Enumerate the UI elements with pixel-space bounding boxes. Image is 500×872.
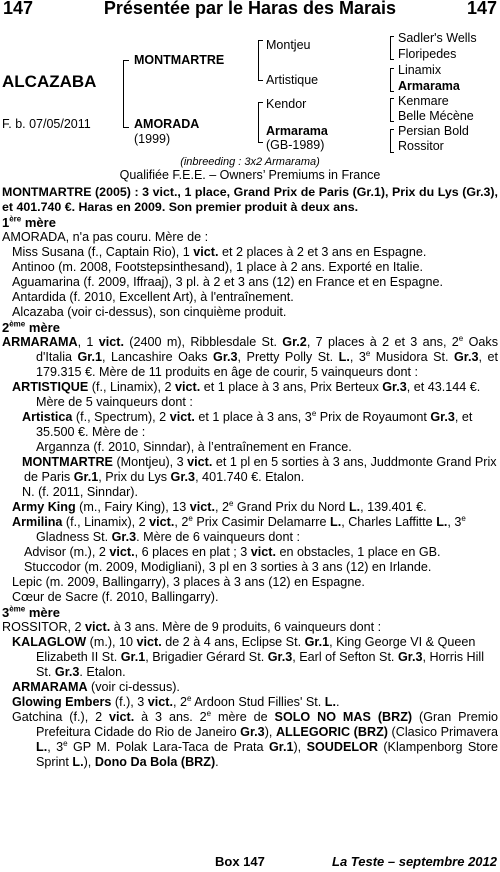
armarama-entry: ARMARAMA, 1 vict. (2400 m), Ribblesdale St. Gr.2, 7 places à 2 et 3 ans, 2e Oaks d'Italia Gr.1, Lancashire Oaks Gr.3, Pretty Polly St. L., 3e Musidora St. Gr.3, et 179.315 €. Mère de 11 produits en âge de courir, 5 vainqueurs dont : (2, 333, 498, 379)
argannza-entry: Argannza (f. 2010, Sinndar), à l’entraînement en France. (36, 440, 352, 454)
g3-6: Belle Mécène (398, 109, 474, 123)
artistica-entry: Artistica (f., Spectrum), 2 vict. et 1 place à 3 ans, 3e Prix de Royaumont Gr.3, et 35.500 €. Mère de : (22, 408, 473, 439)
advisor-entry: Advisor (m.), 2 vict., 6 places en plat ; 3 vict. en obstacles, 1 place en GB. (24, 545, 441, 559)
sire-paragraph: MONTMARTRE (2005) : 3 vict., 1 place, Grand Prix de Paris (Gr.1), Prix du Lys (Gr.3), et 401.740 €. Haras en 2009. Son premier produit à deux ans. (2, 185, 498, 214)
catalogue-body (2, 185, 498, 770)
artistique-entry: ARTISTIQUE (f., Linamix), 2 vict. et 1 place à 3 ans, Prix Berteux Gr.3, et 43.144 €. Mère de 5 vainqueurs dont : (12, 380, 481, 409)
inbreeding-note: (inbreeding : 3x2 Armarama) (180, 156, 320, 168)
first-dam-intro: AMORADA, n'a pas couru. Mère de : (2, 230, 209, 244)
page-header (0, 0, 500, 20)
sire-sire: Montjeu (266, 38, 311, 52)
header-title: Présentée par le Haras des Marais (103, 0, 397, 18)
sire-dam: Artistique (266, 73, 319, 87)
rossitor-entry: ROSSITOR, 2 vict. à 3 ans. Mère de 9 produits, 6 vainqueurs dont : (2, 620, 382, 634)
first-dam-heading: 1ère mère (2, 214, 56, 230)
n2011-entry: N. (f. 2011, Sinndar). (22, 485, 138, 499)
g3-3: Linamix (398, 63, 442, 77)
produce-2: Antinoo (m. 2008, Footstepsinthesand), 1 place à 2 ans. Exporté en Italie. (12, 260, 423, 274)
box-number: Box 147 (215, 854, 265, 869)
produce-4: Antardida (f. 2010, Excellent Art), à l'entraînement. (12, 290, 294, 304)
glowing-embers-entry: Glowing Embers (f.), 3 vict., 2e Ardoon Stud Fillies' St. L.. (12, 693, 340, 709)
gatchina-entry: Gatchina (f.), 2 vict. à 3 ans. 2e mère de SOLO NO MAS (BRZ) (Gran Premio Prefeitura Cidade do Rio de Janeiro Gr.3), ALLEGORIC (BRZ) (Clasico Primavera L., 3e GP M. Polak Lara-Taca de Prata Gr.1), SOUDELOR (Klampenborg Store Sprint L.), Dono Da Bola (BRZ). (12, 708, 499, 769)
horse-name: ALCAZABA (2, 72, 97, 91)
g3-5: Kenmare (398, 94, 449, 108)
g3-1: Sadler's Wells (398, 31, 477, 45)
g3-8: Rossitor (398, 139, 444, 153)
produce-3: Aguamarina (f. 2009, Iffraaj), 3 pl. à 2 et 3 ans (12) en France et en Espagne. (12, 275, 444, 289)
army-king-entry: Army King (m., Fairy King), 13 vict., 2e Grand Prix du Nord L., 139.401 €. (12, 498, 427, 514)
dam-dam: Armarama (266, 124, 328, 138)
g3-2: Floripedes (398, 47, 457, 61)
dam-name: AMORADA (134, 117, 200, 131)
stuccodor-entry: Stuccodor (m. 2009, Modigliani), 3 pl en 3 sorties à 3 ans (12) en Irlande. (24, 560, 432, 574)
third-dam-heading: 3ème mère (2, 604, 60, 620)
sale-info: La Teste – septembre 2012 (332, 854, 497, 869)
kalaglow-entry: KALAGLOW (m.), 10 vict. de 2 à 4 ans, Eclipse St. Gr.1, King George VI & Queen Elizabeth II St. Gr.1, Brigadier Gérard St. Gr.3, Earl of Sefton St. Gr.3, Horris Hill St. Gr.3. Etalon. (12, 635, 485, 679)
dam-year: (1999) (134, 132, 171, 146)
second-dam-heading: 2ème mère (2, 319, 60, 335)
lot-number-left: 147 (3, 0, 34, 18)
horse-info: F. b. 07/05/2011 (2, 117, 91, 131)
coeur-entry: Cœur de Sacre (f. 2010, Ballingarry). (12, 590, 219, 604)
lot-number-right: 147 (466, 0, 497, 18)
lepic-entry: Lepic (m. 2009, Ballingarry), 3 places à 3 ans (12) en Espagne. (12, 575, 365, 589)
armarama-ref: ARMARAMA (voir ci-dessus). (12, 680, 180, 694)
dam-sire: Kendor (266, 97, 307, 111)
armilina-entry: Armilina (f., Linamix), 2 vict., 2e Prix Casimir Delamarre L., Charles Laffitte L., 3e Gladness St. Gr.3. Mère de 6 vainqueurs dont : (12, 513, 466, 544)
produce-1: Miss Susana (f., Captain Rio), 1 vict. et 2 places à 2 et 3 ans en Espagne. (12, 245, 427, 259)
montmartre-entry: MONTMARTRE (Montjeu), 3 vict. et 1 pl en 5 sorties à 3 ans, Juddmonte Grand Prix de Paris Gr.1, Prix du Lys Gr.3, 401.740 €. Etalon. (22, 455, 497, 484)
g3-4: Armarama (398, 79, 460, 93)
produce-5: Alcazaba (voir ci-dessus), son cinquième produit. (12, 305, 287, 319)
dam-dam-info: (GB-1989) (266, 138, 325, 152)
qualification: Qualifiée F.E.E. – Owners’ Premiums in France (119, 168, 381, 182)
g3-7: Persian Bold (398, 124, 469, 138)
sire-name: MONTMARTRE (134, 53, 225, 67)
